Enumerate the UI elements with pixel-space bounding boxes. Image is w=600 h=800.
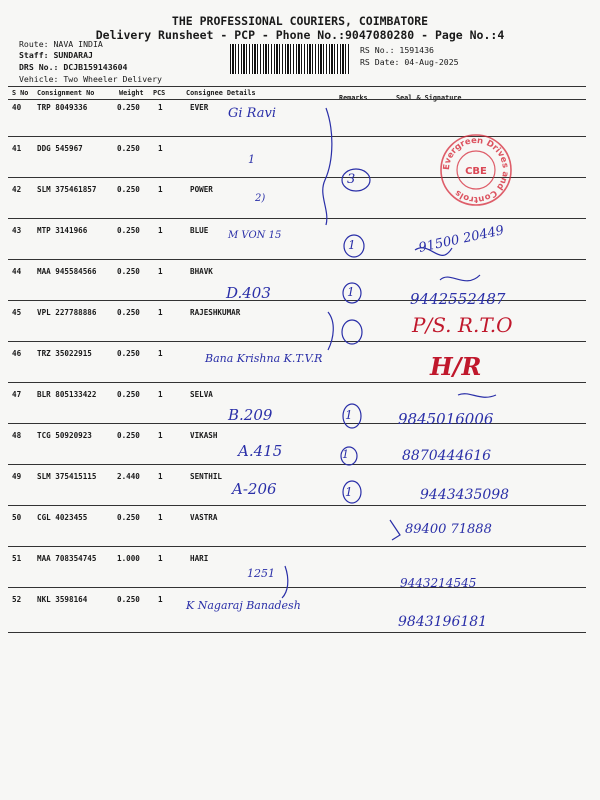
row-pcs: 1 <box>158 226 163 235</box>
row-consignment: SLM 375415115 <box>37 472 97 481</box>
row-consignee: VASTRA <box>190 513 218 522</box>
row-pcs: 1 <box>158 431 163 440</box>
row-pcs: 1 <box>158 144 163 153</box>
company-title: THE PROFESSIONAL COURIERS, COIMBATORE <box>171 14 429 28</box>
row-weight: 1.000 <box>117 554 140 563</box>
row-consignee: BLUE <box>190 226 209 235</box>
row-weight: 2.440 <box>117 472 140 481</box>
row-consignment: TRP 8049336 <box>37 103 88 112</box>
handwritten-signature: 9443214545 <box>400 576 477 590</box>
remark-circle <box>342 169 370 191</box>
handwritten-signature: 91500 20449 <box>417 223 506 256</box>
runsheet-subtitle: Delivery Runsheet - PCP - Phone No.:9047080280 - Page No.:4 <box>95 28 505 42</box>
handwritten-signature: 9843196181 <box>398 614 488 630</box>
row-consignee: SELVA <box>190 390 213 399</box>
col-sno: S No <box>12 89 29 97</box>
handwritten-remark: 1 <box>347 285 355 299</box>
row-consignee: HARI <box>190 554 209 563</box>
bracket-stroke <box>328 312 333 350</box>
row-sno: 46 <box>12 349 22 358</box>
row-sno: 49 <box>12 472 22 481</box>
row-pcs: 1 <box>158 185 163 194</box>
col-pcs: PCS <box>153 89 166 97</box>
row-sno: 40 <box>12 103 22 112</box>
row-weight: 0.250 <box>117 431 140 440</box>
row-pcs: 1 <box>158 390 163 399</box>
row-consignment: DDG 545967 <box>37 144 83 153</box>
row-pcs: 1 <box>158 103 163 112</box>
row-consignment: TRZ 35022915 <box>37 349 92 358</box>
row-consignment: BLR 805133422 <box>37 390 97 399</box>
row-weight: 0.250 <box>117 226 140 235</box>
handwritten-remark: 1 <box>342 448 349 461</box>
row-weight: 0.250 <box>117 595 140 604</box>
remark-circle <box>344 235 364 257</box>
drs-label: DRS No.: DCJB159143604 <box>19 62 128 72</box>
bracket-stroke <box>323 108 332 225</box>
row-consignment: VPL 227788886 <box>37 308 97 317</box>
handwritten-signature: 8870444616 <box>402 448 492 464</box>
row-consignment: SLM 375461857 <box>37 185 97 194</box>
signature-stroke <box>440 275 480 281</box>
row-weight: 0.250 <box>117 390 140 399</box>
row-pcs: 1 <box>158 349 163 358</box>
row-consignee: VIKASH <box>190 431 218 440</box>
remark-circle <box>343 404 361 428</box>
handwritten-signature: 9443435098 <box>420 487 510 503</box>
handwritten-remark: 1 <box>345 485 353 499</box>
row-consignment: TCG 50920923 <box>37 431 92 440</box>
stamp-ring-text: Evergreen Drives and Controls <box>441 135 511 205</box>
row-pcs: 1 <box>158 267 163 276</box>
row-consignment: NKL 3598164 <box>37 595 88 604</box>
row-pcs: 1 <box>158 513 163 522</box>
row-sno: 47 <box>12 390 22 399</box>
row-weight: 0.250 <box>117 267 140 276</box>
row-consignee: EVER <box>190 103 209 112</box>
handwritten-signature: 89400 71888 <box>405 522 492 537</box>
col-weight: Weight <box>119 89 144 97</box>
signature-stroke <box>390 520 400 540</box>
row-consignment: MAA 945584566 <box>37 267 97 276</box>
row-consignee: RAJESHKUMAR <box>190 308 241 317</box>
handwritten-signature: 9442552487 <box>410 290 506 308</box>
rs-date-label: RS Date: 04-Aug-2025 <box>360 57 459 67</box>
handwritten-note: K Nagaraj Banadesh <box>186 599 301 612</box>
row-pcs: 1 <box>158 554 163 563</box>
col-consignee: Consignee Details <box>186 89 256 97</box>
signature-stroke <box>458 394 496 398</box>
handwritten-note: B.209 <box>228 406 273 424</box>
row-sno: 52 <box>12 595 22 604</box>
handwritten-signature: P/S. R.T.O <box>412 313 513 337</box>
remark-circle <box>341 447 357 465</box>
row-sno: 45 <box>12 308 22 317</box>
row-sno: 44 <box>12 267 22 276</box>
row-weight: 0.250 <box>117 349 140 358</box>
signature-stroke <box>415 248 452 256</box>
col-remarks: Remarks <box>339 94 368 102</box>
row-weight: 0.250 <box>117 103 140 112</box>
handwritten-note: 1 <box>248 153 255 166</box>
handwritten-note: M VON 15 <box>228 230 282 241</box>
row-sno: 50 <box>12 513 22 522</box>
handwritten-note: Gi Ravi <box>228 106 277 121</box>
row-sno: 43 <box>12 226 22 235</box>
handwritten-note: 1251 <box>247 567 275 580</box>
row-sno: 42 <box>12 185 22 194</box>
row-consignee: POWER <box>190 185 213 194</box>
row-consignee: SENTHIL <box>190 472 223 481</box>
staff-label: Staff: SUNDARAJ <box>19 50 93 60</box>
handwritten-note: Bana Krishna K.T.V.R <box>205 352 323 365</box>
row-consignment: MAA 708354745 <box>37 554 97 563</box>
col-seal: Seal & Signature <box>396 94 462 102</box>
row-consignment: MTP 3141966 <box>37 226 88 235</box>
handwritten-remark: 1 <box>345 408 353 422</box>
handwritten-signature: H/R <box>430 352 482 381</box>
rs-no-label: RS No.: 1591436 <box>360 45 434 55</box>
handwritten-remark: 3 <box>347 172 356 187</box>
row-sno: 48 <box>12 431 22 440</box>
row-pcs: 1 <box>158 472 163 481</box>
handwritten-remark: 1 <box>348 238 356 252</box>
row-sno: 51 <box>12 554 22 563</box>
row-weight: 0.250 <box>117 308 140 317</box>
handwritten-note: 2) <box>255 193 266 204</box>
handwritten-note: A.415 <box>238 442 283 460</box>
stamp-center-text: CBE <box>465 166 487 177</box>
remark-circle <box>343 481 361 503</box>
row-consignment: CGL 4023455 <box>37 513 88 522</box>
remark-circle <box>342 320 362 344</box>
company-stamp <box>438 132 514 208</box>
vehicle-label: Vehicle: Two Wheeler Delivery <box>19 74 162 84</box>
row-weight: 0.250 <box>117 144 140 153</box>
row-weight: 0.250 <box>117 185 140 194</box>
route-label: Route: NAVA INDIA <box>19 39 103 49</box>
bracket-stroke <box>282 566 288 598</box>
handwritten-note: D.403 <box>226 284 271 302</box>
col-consignment: Consignment No <box>37 89 95 97</box>
handwritten-signature: 9845016006 <box>398 410 494 428</box>
remark-circle <box>343 283 361 303</box>
row-weight: 0.250 <box>117 513 140 522</box>
row-pcs: 1 <box>158 595 163 604</box>
handwritten-note: A-206 <box>232 480 277 498</box>
row-sno: 41 <box>12 144 22 153</box>
row-consignee: BHAVK <box>190 267 213 276</box>
row-pcs: 1 <box>158 308 163 317</box>
